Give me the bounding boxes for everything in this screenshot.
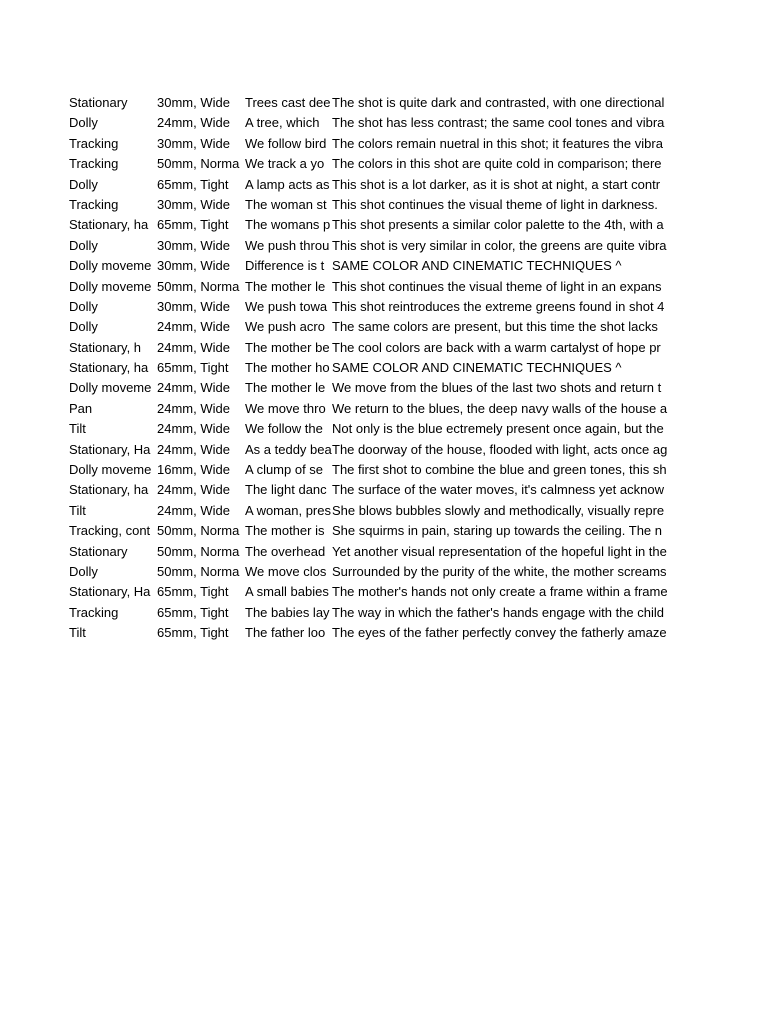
cell-shot-description[interactable]: Trees cast dee bbox=[245, 95, 331, 110]
cell-camera-movement[interactable]: Dolly bbox=[69, 563, 98, 579]
cell-camera-movement[interactable]: Tracking bbox=[69, 135, 119, 151]
cell-lens[interactable]: 30mm, Wide bbox=[157, 237, 230, 253]
cell-shot-description[interactable]: We push towa bbox=[245, 298, 328, 314]
cell-color-notes[interactable]: The mother's hands not only create a frame within a frame bbox=[332, 584, 668, 600]
table-row bbox=[69, 419, 685, 439]
cell-camera-movement[interactable]: Stationary, Ha bbox=[69, 441, 151, 457]
cell-camera-movement[interactable]: Tracking, cont bbox=[69, 523, 151, 539]
table-row bbox=[69, 623, 685, 643]
cell-lens[interactable]: 30mm, Wide bbox=[157, 135, 230, 151]
cell-color-notes[interactable]: She squirms in pain, staring up towards the ceiling. The n bbox=[332, 523, 662, 539]
cell-camera-movement[interactable]: Dolly bbox=[69, 298, 98, 314]
table-row bbox=[69, 317, 685, 337]
table-row bbox=[69, 399, 685, 419]
cell-camera-movement[interactable]: Dolly bbox=[69, 319, 98, 335]
cell-camera-movement[interactable]: Pan bbox=[69, 400, 93, 416]
cell-lens[interactable]: 50mm, Norma bbox=[157, 563, 240, 579]
table-row bbox=[69, 215, 685, 235]
cell-camera-movement[interactable]: Stationary, h bbox=[69, 339, 142, 355]
cell-color-notes[interactable]: The cool colors are back with a warm cartalyst of hope pr bbox=[332, 339, 661, 355]
cell-camera-movement[interactable]: Stationary bbox=[69, 95, 128, 110]
cell-lens[interactable]: 30mm, Wide bbox=[157, 95, 230, 110]
table-row bbox=[69, 378, 685, 398]
table-row bbox=[69, 93, 685, 113]
cell-shot-description[interactable]: We follow bird bbox=[245, 135, 327, 151]
table-row bbox=[69, 358, 685, 378]
cell-shot-description[interactable]: Difference is t bbox=[245, 258, 325, 274]
cell-lens[interactable]: 50mm, Norma bbox=[157, 523, 240, 539]
cell-camera-movement[interactable]: Stationary, Ha bbox=[69, 584, 151, 600]
table-row bbox=[69, 562, 685, 582]
cell-color-notes[interactable]: The surface of the water moves, it's calmness yet acknow bbox=[332, 482, 664, 498]
cell-shot-description[interactable]: The mother is bbox=[245, 523, 325, 539]
cell-shot-description[interactable]: The mother le bbox=[245, 380, 326, 396]
cell-shot-description[interactable]: The womans p bbox=[245, 217, 331, 233]
cell-shot-description[interactable]: A small babies bbox=[245, 584, 329, 600]
table-row bbox=[69, 195, 685, 215]
cell-lens[interactable]: 16mm, Wide bbox=[157, 462, 230, 478]
cell-color-notes[interactable]: We move from the blues of the last two shots and return t bbox=[332, 380, 662, 396]
cell-color-notes[interactable]: The eyes of the father perfectly convey the fatherly amaze bbox=[332, 625, 667, 641]
cell-lens[interactable]: 24mm, Wide bbox=[157, 400, 230, 416]
cell-lens[interactable]: 65mm, Tight bbox=[157, 360, 229, 376]
cell-color-notes[interactable]: The colors in this shot are quite cold in comparison; there bbox=[332, 156, 662, 172]
cell-color-notes[interactable]: The shot has less contrast; the same cool tones and vibra bbox=[332, 115, 665, 131]
cell-color-notes[interactable]: The first shot to combine the blue and green tones, this sh bbox=[332, 462, 667, 478]
cell-shot-description[interactable]: The mother ho bbox=[245, 360, 330, 376]
table-row bbox=[69, 154, 685, 174]
cell-lens[interactable]: 24mm, Wide bbox=[157, 115, 230, 131]
cell-shot-description[interactable]: A woman, pres bbox=[245, 502, 331, 518]
cell-color-notes[interactable]: The shot is quite dark and contrasted, with one directional bbox=[332, 95, 665, 110]
cell-color-notes[interactable]: This shot presents a similar color palette to the 4th, with a bbox=[332, 217, 664, 233]
cell-color-notes[interactable]: Not only is the blue ectremely present once again, but the bbox=[332, 421, 664, 437]
cell-camera-movement[interactable]: Tracking bbox=[69, 196, 119, 212]
cell-lens[interactable]: 24mm, Wide bbox=[157, 339, 230, 355]
cell-camera-movement[interactable]: Tracking bbox=[69, 604, 119, 620]
cell-shot-description[interactable]: We track a yo bbox=[245, 156, 325, 172]
table-row bbox=[69, 542, 685, 562]
cell-color-notes[interactable]: This shot continues the visual theme of light in darkness. bbox=[332, 196, 658, 212]
table-row bbox=[69, 134, 685, 154]
cell-color-notes[interactable]: She blows bubbles slowly and methodically, visually repre bbox=[332, 502, 665, 518]
cell-shot-description[interactable]: A lamp acts as bbox=[245, 176, 330, 192]
cell-lens[interactable]: 65mm, Tight bbox=[157, 604, 229, 620]
table-row bbox=[69, 113, 685, 133]
cell-camera-movement[interactable]: Dolly moveme bbox=[69, 258, 152, 274]
cell-color-notes[interactable]: This shot is very similar in color, the greens are quite vibra bbox=[332, 237, 667, 253]
cell-shot-description[interactable]: We move thro bbox=[245, 400, 326, 416]
cell-shot-description[interactable]: A clump of se bbox=[245, 462, 324, 478]
cell-color-notes[interactable]: The way in which the father's hands engage with the child bbox=[332, 604, 665, 620]
table-row bbox=[69, 521, 685, 541]
cell-color-notes[interactable]: SAME COLOR AND CINEMATIC TECHNIQUES ^ bbox=[332, 360, 622, 376]
cell-lens[interactable]: 24mm, Wide bbox=[157, 482, 230, 498]
cell-color-notes[interactable]: The doorway of the house, flooded with light, acts once ag bbox=[332, 441, 668, 457]
cell-shot-description[interactable]: The babies lay bbox=[245, 604, 330, 620]
cell-lens[interactable]: 30mm, Wide bbox=[157, 258, 230, 274]
cell-camera-movement[interactable]: Dolly moveme bbox=[69, 278, 152, 294]
cell-shot-description[interactable]: The woman st bbox=[245, 196, 327, 212]
cell-lens[interactable]: 65mm, Tight bbox=[157, 584, 229, 600]
table-row bbox=[69, 603, 685, 623]
cell-camera-movement[interactable]: Tilt bbox=[69, 625, 86, 641]
cell-camera-movement[interactable]: Dolly bbox=[69, 237, 98, 253]
table-row bbox=[69, 440, 685, 460]
cell-lens[interactable]: 24mm, Wide bbox=[157, 441, 230, 457]
cell-shot-description[interactable]: The overhead bbox=[245, 543, 326, 559]
cell-lens[interactable]: 24mm, Wide bbox=[157, 502, 230, 518]
table-row bbox=[69, 501, 685, 521]
cell-shot-description[interactable]: A tree, which bbox=[245, 115, 320, 131]
cell-camera-movement[interactable]: Tilt bbox=[69, 421, 86, 437]
cell-lens[interactable]: 24mm, Wide bbox=[157, 380, 230, 396]
cell-shot-description[interactable]: The mother be bbox=[245, 339, 330, 355]
cell-camera-movement[interactable]: Tracking bbox=[69, 156, 119, 172]
cell-color-notes[interactable]: SAME COLOR AND CINEMATIC TECHNIQUES ^ bbox=[332, 258, 622, 274]
table-row bbox=[69, 236, 685, 256]
cell-shot-description[interactable]: The light danc bbox=[245, 482, 327, 498]
cell-color-notes[interactable]: This shot reintroduces the extreme greens found in shot 4 bbox=[332, 298, 665, 314]
cell-camera-movement[interactable]: Stationary, ha bbox=[69, 482, 149, 498]
cell-color-notes[interactable]: This shot continues the visual theme of light in an expans bbox=[332, 278, 662, 294]
cell-camera-movement[interactable]: Stationary, ha bbox=[69, 217, 149, 233]
cell-shot-description[interactable]: The father loo bbox=[245, 625, 326, 641]
cell-color-notes[interactable]: The same colors are present, but this time the shot lacks bbox=[332, 319, 658, 335]
cell-lens[interactable]: 65mm, Tight bbox=[157, 625, 229, 641]
cell-camera-movement[interactable]: Stationary, ha bbox=[69, 360, 149, 376]
table-row bbox=[69, 338, 685, 358]
cell-camera-movement[interactable]: Dolly moveme bbox=[69, 462, 152, 478]
table-row bbox=[69, 582, 685, 602]
cell-camera-movement[interactable]: Dolly bbox=[69, 176, 98, 192]
cell-lens[interactable]: 50mm, Norma bbox=[157, 543, 240, 559]
cell-camera-movement[interactable]: Stationary bbox=[69, 543, 128, 559]
cell-shot-description[interactable]: We move clos bbox=[245, 563, 327, 579]
cell-lens[interactable]: 65mm, Tight bbox=[157, 217, 229, 233]
cell-camera-movement[interactable]: Dolly moveme bbox=[69, 380, 152, 396]
cell-lens[interactable]: 50mm, Norma bbox=[157, 278, 240, 294]
cell-shot-description[interactable]: We follow the bbox=[245, 421, 323, 437]
table-row bbox=[69, 460, 685, 480]
cell-lens[interactable]: 30mm, Wide bbox=[157, 298, 230, 314]
cell-shot-description[interactable]: We push acro bbox=[245, 319, 325, 335]
cell-color-notes[interactable]: Yet another visual representation of the hopeful light in the bbox=[332, 543, 667, 559]
table-row bbox=[69, 297, 685, 317]
cell-color-notes[interactable]: This shot is a lot darker, as it is shot at night, a start contr bbox=[332, 176, 661, 192]
table-row bbox=[69, 277, 685, 297]
table-row bbox=[69, 175, 685, 195]
cell-color-notes[interactable]: We return to the blues, the deep navy walls of the house a bbox=[332, 400, 668, 416]
cell-lens[interactable]: 24mm, Wide bbox=[157, 319, 230, 335]
cell-lens[interactable]: 50mm, Norma bbox=[157, 156, 240, 172]
cell-camera-movement[interactable]: Tilt bbox=[69, 502, 86, 518]
cell-shot-description[interactable]: We push throu bbox=[245, 237, 330, 253]
cell-camera-movement[interactable]: Dolly bbox=[69, 115, 98, 131]
cell-lens[interactable]: 30mm, Wide bbox=[157, 196, 230, 212]
cell-color-notes[interactable]: Surrounded by the purity of the white, the mother screams bbox=[332, 563, 667, 579]
cell-shot-description[interactable]: The mother le bbox=[245, 278, 326, 294]
cell-shot-description[interactable]: As a teddy bea bbox=[245, 441, 332, 457]
table-row bbox=[69, 256, 685, 276]
table-row bbox=[69, 480, 685, 500]
cell-color-notes[interactable]: The colors remain nuetral in this shot; it features the vibra bbox=[332, 135, 663, 151]
cell-lens[interactable]: 65mm, Tight bbox=[157, 176, 229, 192]
cell-lens[interactable]: 24mm, Wide bbox=[157, 421, 230, 437]
spreadsheet-grid bbox=[69, 93, 685, 644]
